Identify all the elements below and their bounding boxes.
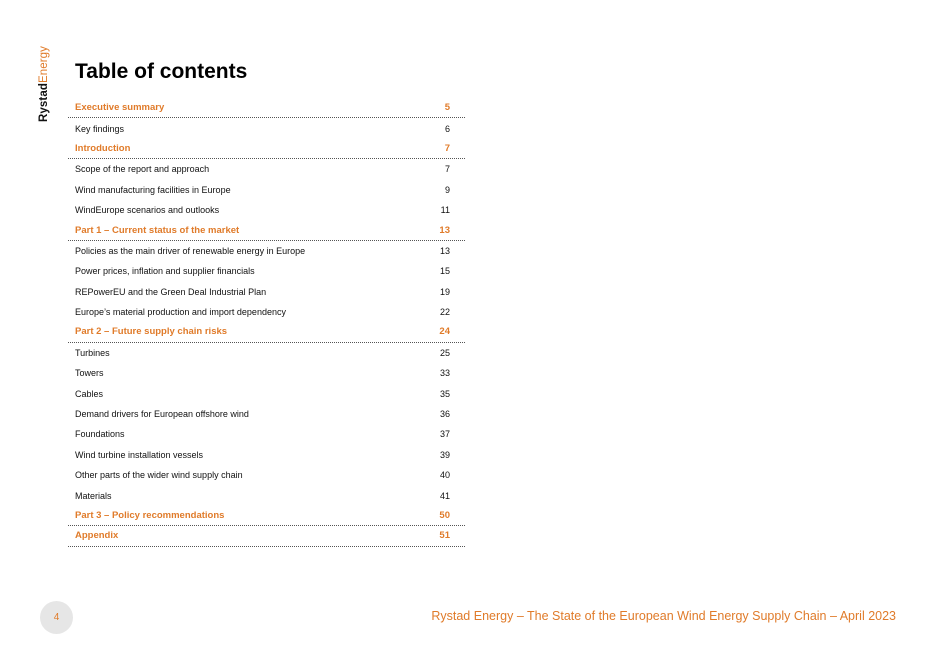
toc-entry-label: Wind manufacturing facilities in Europe [75, 184, 231, 195]
toc-entry-label: Part 2 – Future supply chain risks [75, 326, 228, 338]
toc-entry-label: Materials [75, 490, 112, 501]
toc-entry-label: Key findings [75, 123, 125, 134]
toc-item-row[interactable] [68, 465, 465, 485]
toc-entry-page: 13 [439, 245, 450, 256]
toc-entry-label: Introduction [75, 142, 131, 154]
toc-entry-page: 39 [439, 449, 450, 460]
toc-entry-page: 37 [439, 429, 450, 440]
toc-entry-label: Cables [75, 388, 104, 399]
toc-item-row[interactable] [68, 200, 465, 220]
toc-entry-page: 51 [439, 530, 450, 542]
toc-entry-page: 50 [439, 510, 450, 521]
page-number: 4 [53, 612, 60, 623]
toc-item-row[interactable] [68, 180, 465, 200]
toc-item-row[interactable] [68, 383, 465, 403]
page-number-badge [40, 601, 73, 634]
toc-entry-label: Other parts of the wider wind supply chain [75, 470, 243, 481]
toc-entry-label: Demand drivers for European offshore wind [75, 409, 249, 420]
toc-item-row[interactable] [68, 261, 465, 281]
toc-section-row[interactable] [68, 98, 465, 118]
toc-entry-label: Part 1 – Current status of the market [75, 224, 240, 236]
toc-item-row[interactable] [68, 118, 465, 138]
toc-entry-page: 9 [444, 184, 450, 195]
toc-item-row[interactable] [68, 404, 465, 424]
toc-item-row[interactable] [68, 424, 465, 444]
toc-section-row[interactable] [68, 139, 465, 159]
table-of-contents [68, 98, 465, 547]
toc-item-row[interactable] [68, 241, 465, 261]
toc-entry-label: Policies as the main driver of renewable energy in Europe [75, 245, 306, 256]
toc-section-row[interactable] [68, 322, 465, 342]
footer-text: Rystad Energy – The State of the European Wind Energy Supply Chain – April 2023 [431, 609, 896, 623]
toc-entry-label: Scope of the report and approach [75, 164, 210, 175]
toc-item-row[interactable] [68, 343, 465, 363]
toc-entry-page: 41 [439, 490, 450, 501]
toc-entry-page: 22 [439, 307, 450, 318]
toc-item-row[interactable] [68, 485, 465, 505]
toc-entry-label: REPowerEU and the Green Deal Industrial Plan [75, 286, 267, 297]
toc-entry-page: 15 [439, 266, 450, 277]
toc-entry-label: Appendix [75, 530, 119, 542]
toc-entry-page: 35 [439, 388, 450, 399]
logo-text-energy: Energy [38, 46, 50, 84]
toc-section-row[interactable] [68, 220, 465, 240]
toc-entry-page: 7 [444, 164, 450, 175]
toc-entry-label: Power prices, inflation and supplier financials [75, 266, 255, 277]
toc-entry-label: Wind turbine installation vessels [75, 449, 204, 460]
toc-entry-page: 5 [444, 102, 450, 114]
toc-item-row[interactable] [68, 282, 465, 302]
toc-item-row[interactable] [68, 302, 465, 322]
toc-entry-page: 33 [439, 368, 450, 379]
toc-entry-label: WindEurope scenarios and outlooks [75, 205, 220, 216]
toc-item-row[interactable] [68, 363, 465, 383]
toc-item-row[interactable] [68, 159, 465, 179]
toc-entry-page: 6 [444, 123, 450, 134]
toc-entry-label: Executive summary [75, 102, 165, 114]
logo-text-rystad: Rystad [38, 83, 50, 122]
toc-entry-page: 36 [439, 409, 450, 420]
page-title: Table of contents [75, 60, 248, 83]
toc-entry-label: Towers [75, 368, 104, 379]
toc-entry-page: 25 [439, 347, 450, 358]
toc-entry-label: Turbines [75, 347, 110, 358]
toc-entry-page: 19 [439, 286, 450, 297]
toc-entry-label: Foundations [75, 429, 125, 440]
toc-entry-page: 40 [439, 470, 450, 481]
toc-entry-label: Part 3 – Policy recommendations [75, 510, 225, 521]
toc-entry-label: Europe’s material production and import dependency [75, 307, 286, 318]
toc-entry-page: 7 [444, 142, 450, 154]
toc-section-row[interactable] [68, 526, 465, 546]
toc-section-row[interactable] [68, 506, 465, 526]
toc-item-row[interactable] [68, 445, 465, 465]
toc-entry-page: 24 [439, 326, 450, 338]
toc-entry-page: 13 [439, 224, 450, 236]
toc-entry-page: 11 [440, 205, 450, 216]
rystad-energy-logo [37, 46, 51, 122]
